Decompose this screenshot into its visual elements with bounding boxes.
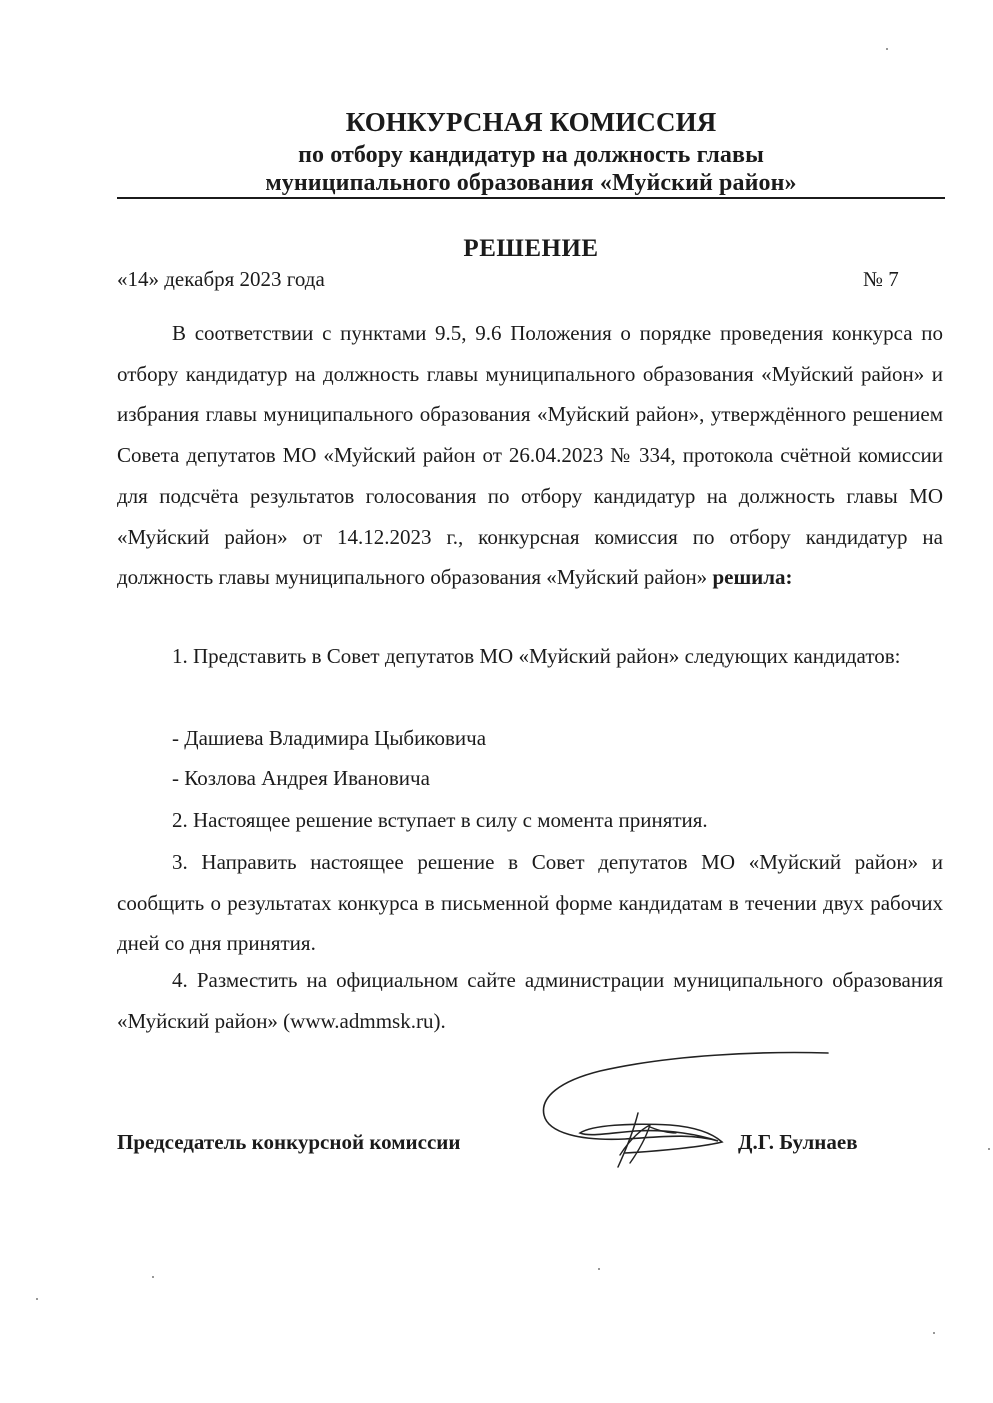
preamble-text: В соответствии с пунктами 9.5, 9.6 Положения о порядке проведения конкурса по отбору кандидатур на должность главы муниципального образования «Муйский район» и избрания главы муниципального образования «Муйский район», утверждённого решением Совета депутатов МО «Муйский район от 26.04.2023 № 334, протокола счётной комиссии для подсчёта результатов голосования по отбору кандидатур на должность главы МО «Муйский район» от 14.12.2023 г., конкурсная комиссия по отбору кандидатур на должность главы муниципального образования «Муйский район» (117, 321, 943, 590)
header-divider (117, 197, 945, 199)
document-number: № 7 (863, 267, 899, 291)
scan-speck (598, 1268, 600, 1270)
item-4: 4. Разместить на официальном сайте администрации муниципального образования «Муйский район» (www.admmsk.ru). (117, 968, 943, 1033)
commission-title: КОНКУРСНАЯ КОМИССИЯ (345, 107, 717, 137)
scan-speck (36, 1298, 38, 1300)
signature-label: Председатель конкурсной комиссии (117, 1130, 461, 1154)
preamble-paragraph (117, 313, 943, 598)
document-title: РЕШЕНИЕ (463, 235, 599, 262)
candidate-1: - Дашиева Владимира Цыбиковича (172, 726, 487, 750)
signatory-name: Д.Г. Булнаев (738, 1130, 858, 1154)
scan-speck (152, 1276, 154, 1278)
commission-subtitle: по отбору кандидатур на должность главы (298, 142, 764, 168)
document-date: «14» декабря 2023 года (117, 267, 325, 291)
scan-speck (933, 1332, 935, 1334)
commission-municipality: муниципального образования «Муйский район» (265, 170, 797, 196)
item-2: 2. Настоящее решение вступает в силу с момента принятия. (172, 808, 708, 832)
decided-word: решила: (712, 565, 793, 590)
scan-speck (886, 48, 888, 50)
candidate-2: - Козлова Андрея Ивановича (172, 766, 430, 790)
item-3: 3. Направить настоящее решение в Совет депутатов МО «Муйский район» и сообщить о результатах конкурса в письменной форме кандидатам в течении двух рабочих дней со дня принятия. (117, 850, 943, 956)
item-1: 1. Представить в Совет депутатов МО «Муйский район» следующих кандидатов: (172, 644, 901, 668)
scan-speck (988, 1148, 990, 1150)
